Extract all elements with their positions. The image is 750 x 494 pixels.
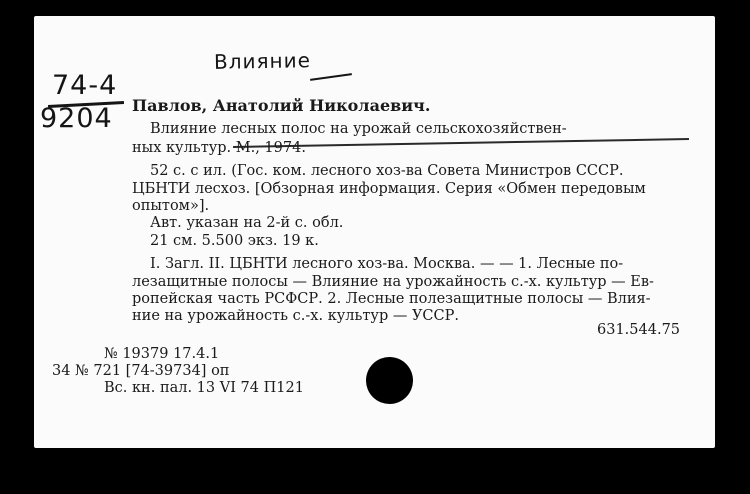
punch-hole xyxy=(366,357,413,404)
author-heading: Павлов, Анатолий Николаевич. xyxy=(132,96,431,115)
handwritten-number: 9204 xyxy=(40,103,113,134)
footer-line-3: Вс. кн. пал. 13 VI 74 П121 xyxy=(104,380,304,396)
footer-line-1: № 19379 17.4.1 xyxy=(104,346,220,362)
title-line-2: ных культур. М., 1974. xyxy=(132,140,306,156)
handwritten-title: Влияние xyxy=(213,48,312,74)
subject-line-2: лезащитные полосы — Влияние на урожайность с.-х. культур — Ев- xyxy=(132,274,654,290)
subject-line-3: ропейская часть РСФСР. 2. Лесные полезащитные полосы — Влия- xyxy=(132,291,651,307)
catalog-card xyxy=(34,16,715,448)
subject-line-4: ние на урожайность с.-х. культур — УССР. xyxy=(132,308,459,324)
description-line-2: ЦБНТИ лесхоз. [Обзорная информация. Серия «Обмен передовым xyxy=(132,181,646,197)
subject-line-1: I. Загл. II. ЦБНТИ лесного хоз-ва. Москва. — — 1. Лесные по- xyxy=(150,256,624,272)
handwritten-code: 74-4 xyxy=(52,70,118,101)
udk-code: 631.544.75 xyxy=(597,322,681,338)
description-line-3: опытом»]. xyxy=(132,198,210,214)
title-line-1: Влияние лесных полос на урожай сельскохозяйствен- xyxy=(150,121,567,137)
handwritten-title-underline xyxy=(310,73,352,81)
note-line-2: 21 см. 5.500 экз. 19 к. xyxy=(150,233,319,249)
footer-line-2: 34 № 721 [74-39734] оп xyxy=(52,363,230,379)
note-line-1: Авт. указан на 2-й с. обл. xyxy=(150,215,344,231)
description-line-1: 52 с. с ил. (Гос. ком. лесного хоз-ва Совета Министров СССР. xyxy=(150,163,624,179)
